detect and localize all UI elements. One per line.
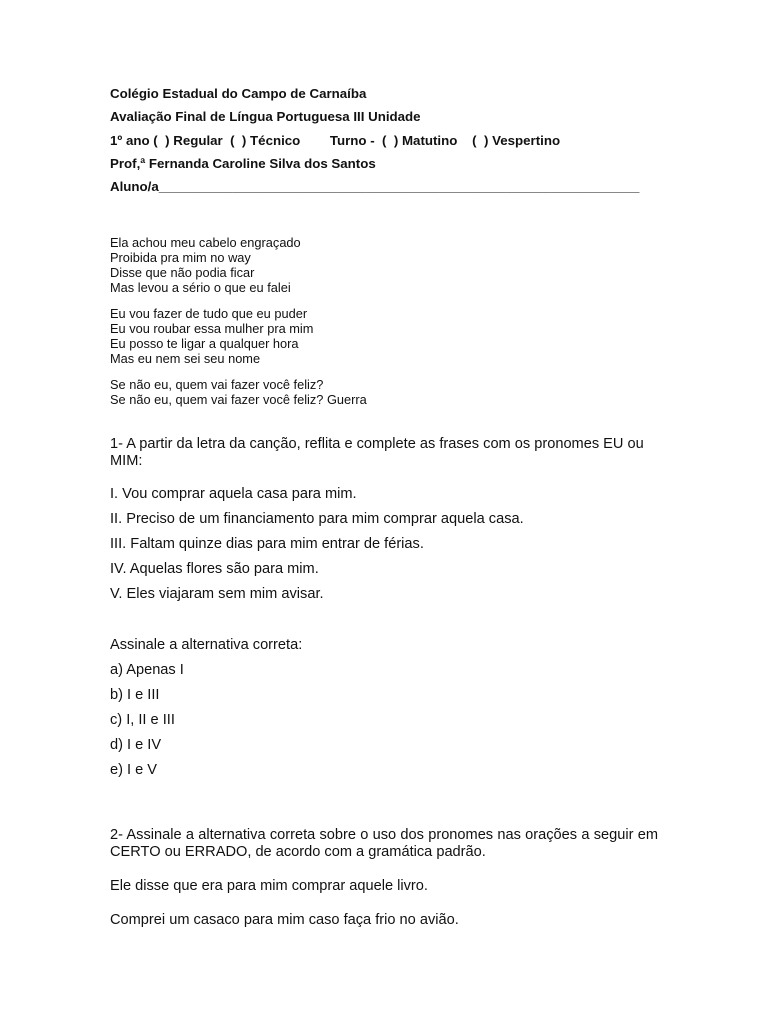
- lyric-line: Ela achou meu cabelo engraçado: [110, 235, 301, 250]
- lyric-line: Eu vou fazer de tudo que eu puder: [110, 306, 308, 321]
- lyric-line: Se não eu, quem vai fazer você feliz?: [110, 377, 324, 392]
- lyric-line: Mas eu nem sei seu nome: [110, 351, 261, 366]
- exam-title: Avaliação Final de Língua Portuguesa III Unidade: [110, 109, 421, 124]
- lyric-line: Se não eu, quem vai fazer você feliz? Guerra: [110, 392, 367, 407]
- answer-option-e: e) I e V: [110, 762, 158, 778]
- question-1-item: III. Faltam quinze dias para mim entrar de férias.: [110, 536, 424, 552]
- school-name: Colégio Estadual do Campo de Carnaíba: [110, 86, 367, 101]
- lyric-line: Mas levou a sério o que eu falei: [110, 280, 291, 295]
- answer-option-a: a) Apenas I: [110, 662, 184, 678]
- question-2-sentence: Ele disse que era para mim comprar aquele livro.: [110, 878, 428, 894]
- answer-option-b: b) I e III: [110, 687, 160, 703]
- question-1-item: I. Vou comprar aquela casa para mim.: [110, 486, 357, 502]
- lyric-line: Proibida pra mim no way: [110, 250, 251, 265]
- question-2-prompt: 2- Assinale a alternativa correta sobre o uso dos pronomes nas orações a seguir em CERTO ou ERRADO, de acordo com a gramática padrão.: [110, 827, 658, 860]
- answer-option-d: d) I e IV: [110, 737, 162, 753]
- grade-shift-line: 1º ano ( ) Regular ( ) Técnico Turno - ( ) Matutino ( ) Vespertino: [110, 133, 561, 148]
- question-1-item: II. Preciso de um financiamento para mim comprar aquela casa.: [110, 511, 524, 527]
- lyric-line: Disse que não podia ficar: [110, 265, 255, 280]
- student-name-line: Aluno/a_________________________________________________________________: [110, 179, 640, 194]
- teacher-name: Prof,ª Fernanda Caroline Silva dos Santos: [110, 156, 376, 171]
- question-1-item: IV. Aquelas flores são para mim.: [110, 561, 319, 577]
- lyric-line: Eu posso te ligar a qualquer hora: [110, 336, 299, 351]
- answer-option-c: c) I, II e III: [110, 712, 175, 728]
- question-1-prompt: 1- A partir da letra da canção, reflita e complete as frases com os pronomes EU ou MIM:: [110, 436, 644, 469]
- question-2-sentence: Comprei um casaco para mim caso faça frio no avião.: [110, 912, 459, 928]
- question-1-instruction: Assinale a alternativa correta:: [110, 637, 303, 653]
- question-1-item: V. Eles viajaram sem mim avisar.: [110, 586, 324, 602]
- lyric-line: Eu vou roubar essa mulher pra mim: [110, 321, 314, 336]
